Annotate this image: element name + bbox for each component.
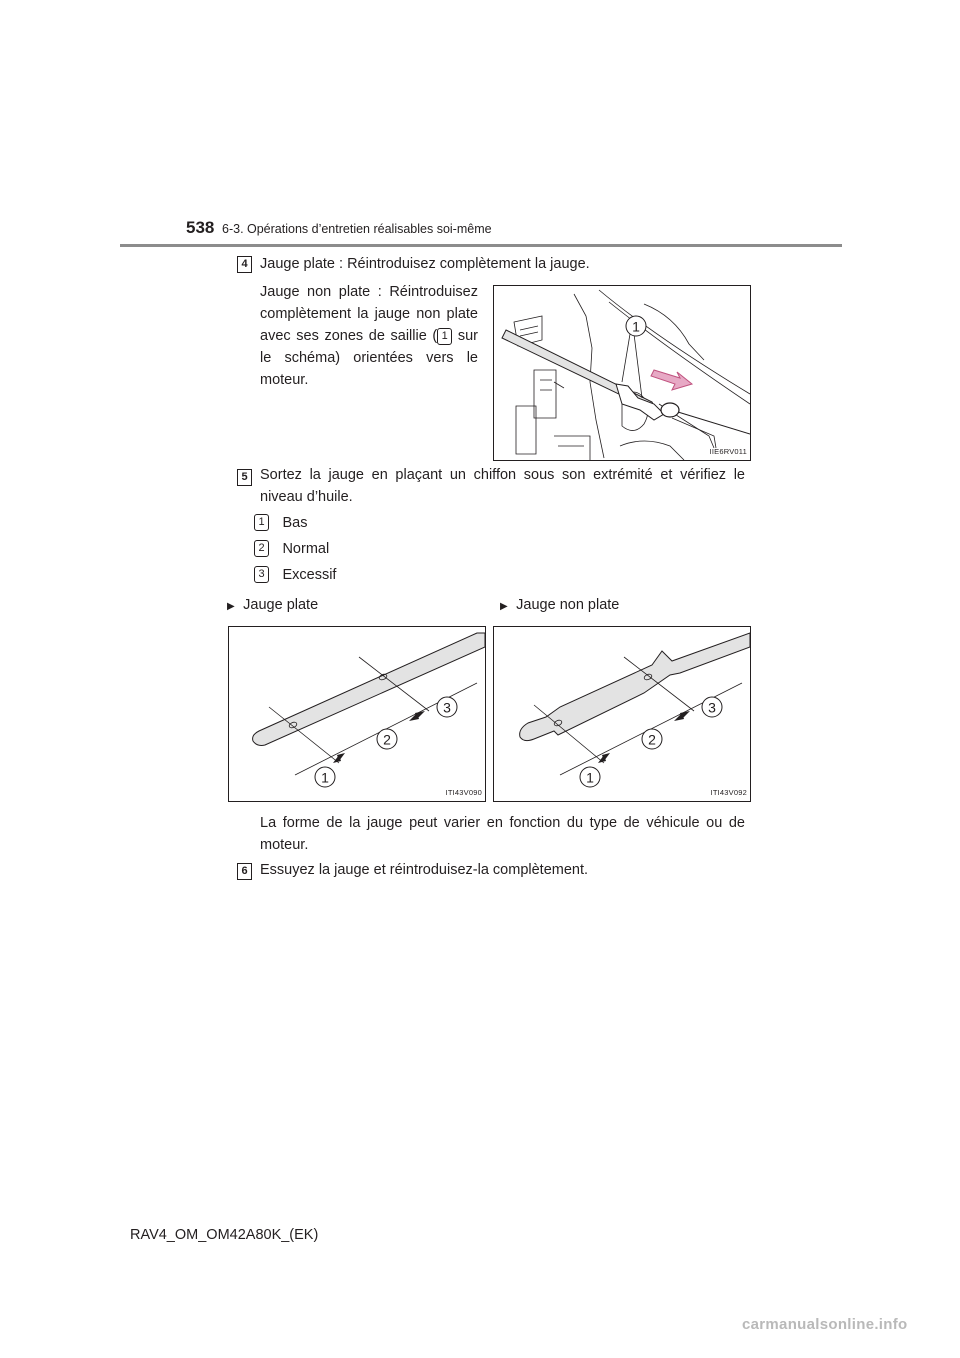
figure-callout-label: 1 [632,318,640,335]
engine-dipstick-illustration [494,286,750,460]
legend-num: 2 [254,540,269,557]
header-rule [120,244,842,247]
step-4-line1: Jauge plate : Réintroduisez complètement la jauge. [260,256,590,272]
low-callout-label: 1 [586,769,594,786]
legend-label: Excessif [282,567,337,583]
step-6-badge: 6 [237,863,252,880]
legend-label: Bas [282,515,308,531]
document-code-footer: RAV4_OM_OM42A80K_(EK) [130,1227,319,1243]
legend-item-excessive [254,566,336,584]
figure-code: ITI43V090 [445,788,482,797]
dipstick-shape-note: La forme de la jauge peut varier en fonction du type de véhicule ou de moteur. [260,815,745,853]
legend-num: 3 [254,566,269,583]
legend-item-normal [254,540,329,558]
figure-code: IIE6RV011 [709,447,747,456]
excessive-callout-label: 3 [443,699,451,716]
engine-dipstick-figure [493,285,751,461]
section-title: 6-3. Opérations d’entretien réalisables soi-même [222,222,492,236]
low-callout-label: 1 [321,769,329,786]
page-number: 538 [186,218,215,237]
step-5-text: Sortez la jauge en plaçant un chiffon sous son extrémité et vérifiez le niveau d’huile. [260,467,745,505]
flat-dipstick-figure [228,626,486,802]
step-4-text-b: sur le schéma) orientées vers le moteur. [260,328,479,388]
legend-item-low [254,514,307,532]
watermark: carmanualsonline.info [742,1316,908,1333]
normal-callout-label: 2 [383,731,391,748]
step-4-text-a: Jauge non plate : Réintroduisez complètement la jauge non plate avec ses zones de saillie ( [260,284,478,344]
triangle-bullet-icon: ▶ [500,601,508,612]
flat-dipstick-heading: ▶ Jauge plate [227,597,319,613]
step-4-badge: 4 [237,256,252,273]
legend-num: 1 [254,514,269,531]
step-6-text: Essuyez la jauge et réintroduisez-la complètement. [260,862,589,878]
step-5-badge: 5 [237,469,252,486]
non-flat-dipstick-figure [493,626,751,802]
non-flat-dipstick-heading: ▶ Jauge non plate [500,597,620,613]
step-4-paragraph [260,281,478,391]
excessive-callout-label: 3 [708,699,716,716]
non-flat-dipstick-illustration [494,627,750,801]
triangle-bullet-icon: ▶ [227,601,235,612]
normal-callout-label: 2 [648,731,656,748]
figure-code: ITI43V092 [710,788,747,797]
legend-label: Normal [282,541,330,557]
step-4-ref-badge: 1 [437,328,452,345]
flat-dipstick-illustration [229,627,485,801]
